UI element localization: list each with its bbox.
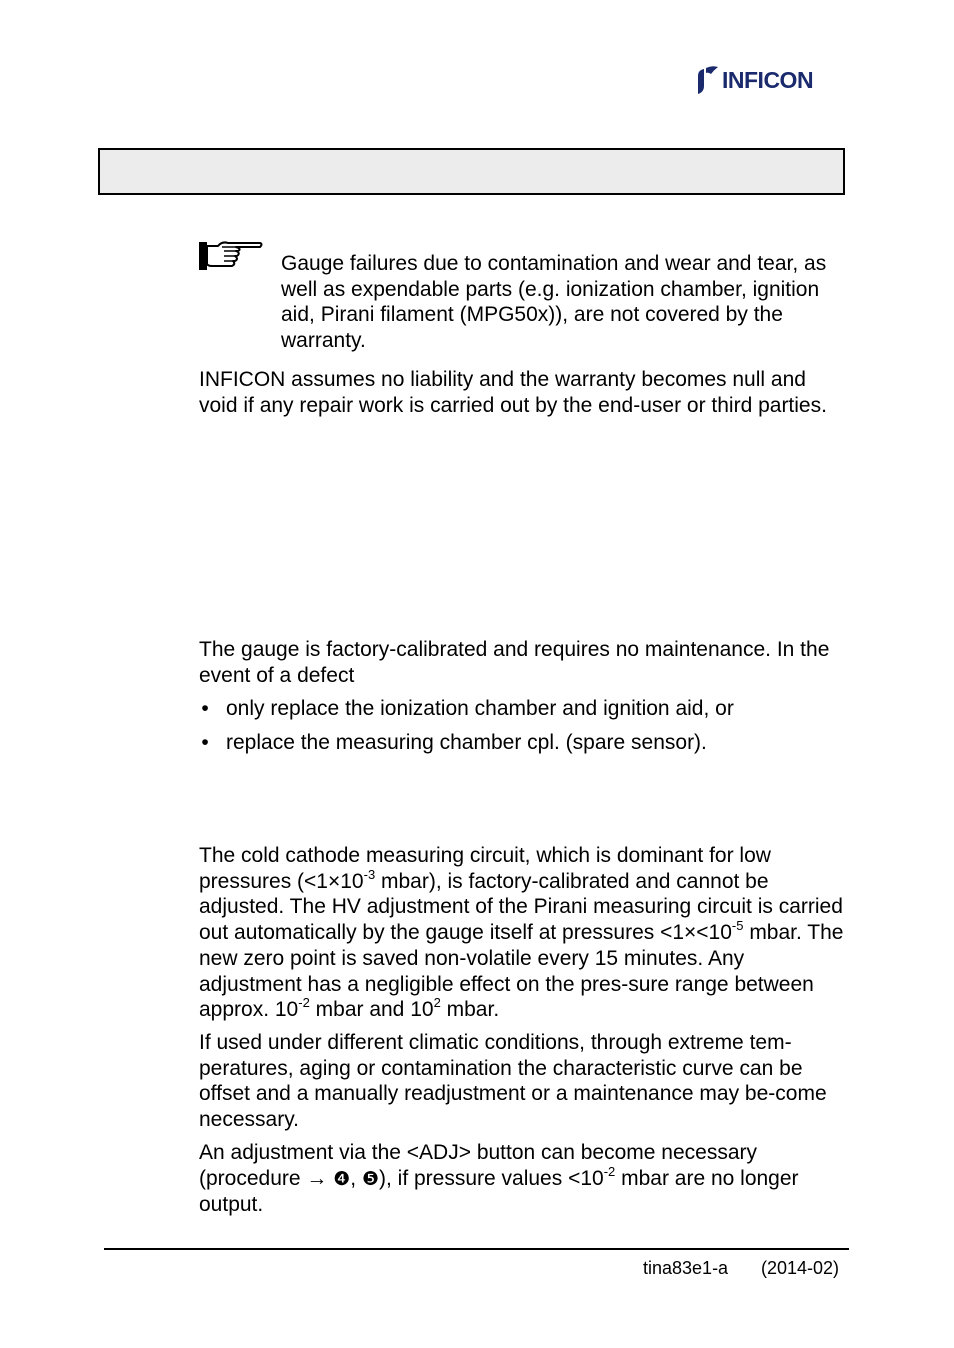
exponent: 2: [433, 995, 441, 1011]
exponent: -3: [363, 866, 376, 882]
exponent: -2: [298, 995, 310, 1011]
document-date: (2014-02): [761, 1258, 840, 1278]
arrow-icon: →: [306, 1166, 328, 1190]
adjust-text-2: ), if pressure values <10: [379, 1166, 604, 1190]
bullet-icon: •: [201, 731, 209, 754]
adjust-comma: ,: [350, 1166, 362, 1190]
list-item-text: replace the measuring chamber cpl. (spare sensor).: [226, 731, 707, 754]
step-5-icon: ❺: [361, 1167, 379, 1190]
document-id: tina83e1-a: [643, 1258, 729, 1278]
step-4-icon: ❹: [333, 1167, 351, 1190]
exponent: -5: [731, 918, 744, 934]
section-heading-box: [98, 148, 845, 195]
cold-cathode-text-5: mbar.: [440, 998, 500, 1022]
cold-cathode-text-1: The cold cathode measuring circuit, which is dominant for low pressures (<1×10: [199, 844, 771, 893]
list-item: [199, 696, 847, 722]
liability-paragraph: INFICON assumes no liability and the warranty becomes null and void if any repair work is carried out by the end-user or third parties.: [199, 368, 827, 417]
list-item-text: only replace the ionization chamber and ignition aid, or: [226, 697, 734, 720]
adjustment-paragraph: [199, 1140, 847, 1218]
cold-cathode-text-3: mbar. The new zero point is saved non-volatile every 15 minutes. Any adjustment has a negligible effect on the pres-sure range between approx. 10: [199, 921, 844, 1022]
bullet-icon: •: [201, 697, 209, 720]
factory-calibrated-paragraph: The gauge is factory-calibrated and requires no maintenance. In the event of a defect: [199, 638, 830, 687]
defect-action-list: [199, 696, 847, 764]
cold-cathode-text-2: mbar), is factory-calibrated and cannot be adjusted. The HV adjustment of the Pirani measuring circuit is carried out automatically by the gauge itself at pressures <1×<10: [199, 869, 843, 945]
footer-divider: [104, 1248, 849, 1250]
warranty-note: Gauge failures due to contamination and wear and tear, as well as expendable parts (e.g. ionization chamber, ignition aid, Pirani filament (MPG50x)), are not covered by the warranty.: [281, 252, 827, 353]
inficon-logo-icon: [694, 64, 720, 96]
cold-cathode-text-4: mbar and 10: [309, 998, 434, 1022]
pointing-hand-icon: [198, 240, 264, 272]
brand-name: INFICON: [722, 67, 814, 93]
list-item: [199, 730, 847, 756]
climatic-paragraph: If used under different climatic conditions, through extreme tem-peratures, aging or contamination the characteristic curve can be offset and a manually readjustment or a maintenance may be-come necessary.: [199, 1031, 827, 1132]
adjust-text-1: An adjustment via the <ADJ> button can become necessary (procedure: [199, 1141, 757, 1190]
exponent: -2: [603, 1163, 616, 1179]
brand-logo: [694, 64, 813, 96]
cold-cathode-paragraph: [199, 843, 847, 1023]
adjust-text-3: mbar are no longer output.: [199, 1166, 799, 1217]
